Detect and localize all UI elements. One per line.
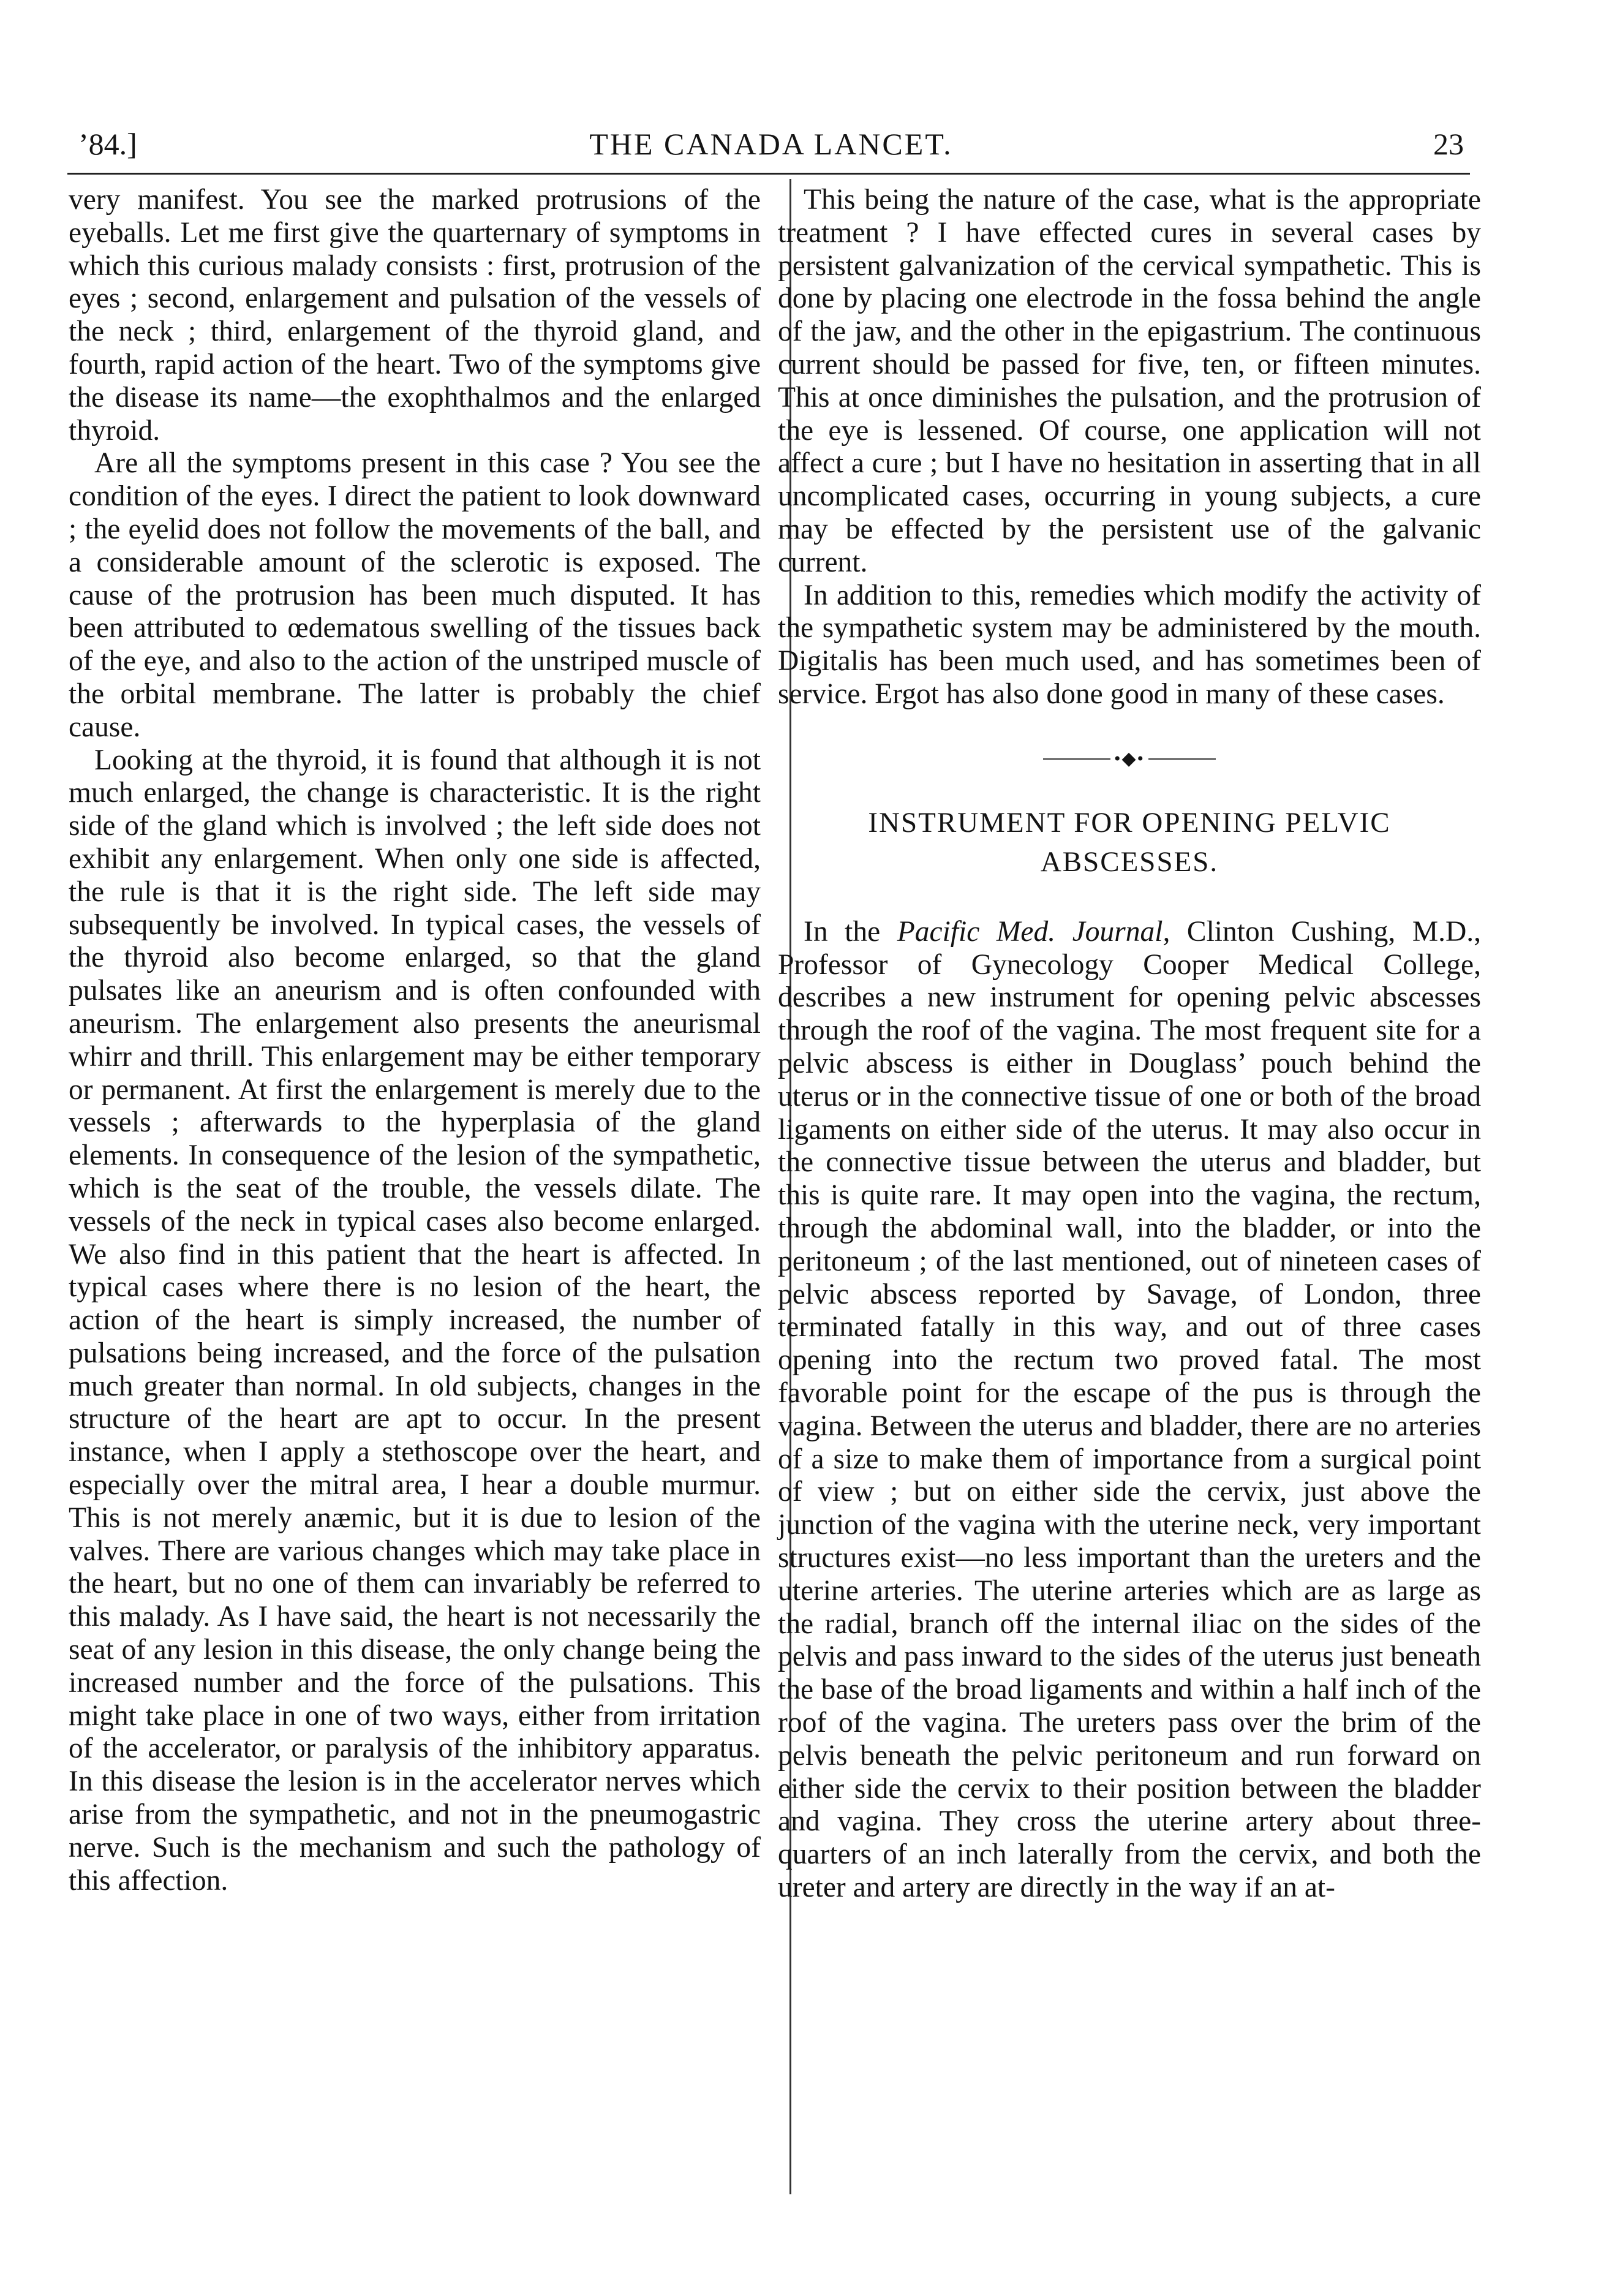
article-title [778,803,1481,882]
divider-line [1148,758,1216,760]
article-body: Clinton Cushing, M.D., Professor of Gynecology Cooper Medical College, describes a new instrument for opening pelvic abscesses through the roof of the vagina. The most frequent site for a pelvic abscess is either in Douglass’ pouch behind the uterus or in the connective tissue of one or both of the broad ligaments on either side of the uterus. It may also occur in the connective tissue between the uterus and bladder, but this is quite rare. It may open into the vagina, the rectum, through the abdominal wall, into the bladder, or into the peritoneum ; of the last mentioned, out of nineteen cases of pelvic abscess reported by Savage, of London, three terminated fatally in this way, and out of three cases opening into the rectum two proved fatal. The most favorable point for the escape of the pus is through the vagina. Between the uterus and bladder, there are no arteries of a size to make them of importance from a surgical point of view ; but on either side the cervix, just above the junction of the vagina with the uterine neck, very important structures exist—no less important than the ureters and the uterine arteries. The uterine arteries which are as large as the radial, branch off the internal iliac on the sides of the pelvis and pass inward to the sides of the uterus just beneath the base of the broad ligaments and within a half inch of the roof of the vagina. The ureters pass over the brim of the pelvis beneath the pelvic peritoneum and run forward on either side the cervix to their position between the bladder and vagina. They cross the uterine artery about three-quarters of an inch laterally from the cervix, and both the ureter and artery are directly in the way if an at- [778,915,1481,1903]
header-rule [67,173,1470,175]
article-title-line: ABSCESSES. [1040,845,1219,878]
article-intro: In the [804,915,881,948]
paragraph: Looking at the thyroid, it is found that although it is not much enlarged, the change is characteristic. It is the right side of the gland which is involved ; the left side does not exhibit any enlargement. When only one side is affected, the rule is that it is the right side. The left side may subsequently be involved. In typical cases, the vessels of the thyroid also become enlarged, so that the gland pulsates like an aneurism and is often confounded with aneurism. The enlargement also presents the aneurismal whirr and thrill. This enlargement may be either temporary or permanent. At first the enlargement is merely due to the vessels ; afterwards to the hyperplasia of the gland elements. In consequence of the lesion of the sympathetic, which is the seat of the trouble, the vessels dilate. The vessels of the neck in typical cases also become enlarged. We also find in this patient that the heart is affected. In typical cases where there is no lesion of the heart, the action of the heart is simply increased, the number of pulsations being increased, and the force of the pulsation much greater than normal. In old subjects, changes in the structure of the heart are apt to occur. In the present instance, when I apply a stethoscope over the heart, and especially over the mitral area, I hear a double murmur. This is not merely anæmic, but it is due to lesion of the valves. There are various changes which may take place in the heart, but no one of them can invariably be referred to this malady. As I have said, the heart is not necessarily the seat of any lesion in this disease, the only change being the increased number and the force of the pulsations. This might take place in one of two ways, either from irritation of the accelerator, or paralysis of the inhibitory apparatus. In this disease the lesion is in the accelerator nerves which arise from the sympathetic, and not in the pneumogastric nerve. Such is the mechanism and such the pathology of this affection. [69,744,761,1897]
paragraph: Are all the symptoms present in this case ? You see the condition of the eyes. I direct the patient to look downward ; the eyelid does not follow the movements of the ball, and a considerable amount of the sclerotic is exposed. The cause of the protrusion has been much disputed. It has been attributed to œdematous swelling of the tissues back of the eye, and also to the action of the unstriped muscle of the orbital membrane. The latter is probably the chief cause. [69,447,761,743]
journal-name: Pacific Med. Journal, [897,915,1170,948]
divider-line [1043,758,1110,760]
section-divider-ornament [778,746,1481,771]
ornament-glyph: •◆• [1113,748,1145,769]
running-header [78,121,1464,167]
issue-year: ’84.] [78,127,137,161]
article-title-line: INSTRUMENT FOR OPENING PELVIC [868,806,1391,839]
page-number: 23 [1433,127,1464,161]
article-paragraph [778,916,1481,1905]
right-column [778,184,1481,1905]
journal-title: THE CANADA LANCET. [589,127,953,161]
left-column [69,184,761,1897]
paragraph: In addition to this, remedies which modify the activity of the sympathetic system may be administered by the mouth. Digitalis has been much used, and has sometimes been of service. Ergot has also done good in many of these cases. [778,579,1481,710]
paragraph: This being the nature of the case, what is the appropriate treatment ? I have effected cures in several cases by persistent galvanization of the cervical sympathetic. This is done by placing one electrode in the fossa behind the angle of the jaw, and the other in the epigastrium. The continuous current should be passed for five, ten, or fifteen minutes. This at once diminishes the pulsation, and the protrusion of the eye is lessened. Of course, one application will not affect a cure ; but I have no hesitation in asserting that in all uncomplicated cases, occurring in young subjects, a cure may be effected by the persistent use of the galvanic current. [778,184,1481,578]
paragraph: very manifest. You see the marked protrusions of the eyeballs. Let me first give the quarternary of symptoms in which this curious malady consists : first, protrusion of the eyes ; second, enlargement and pulsation of the vessels of the neck ; third, enlargement of the thyroid gland, and fourth, rapid action of the heart. Two of the symptoms give the disease its name—the exophthalmos and the enlarged thyroid. [69,184,761,447]
